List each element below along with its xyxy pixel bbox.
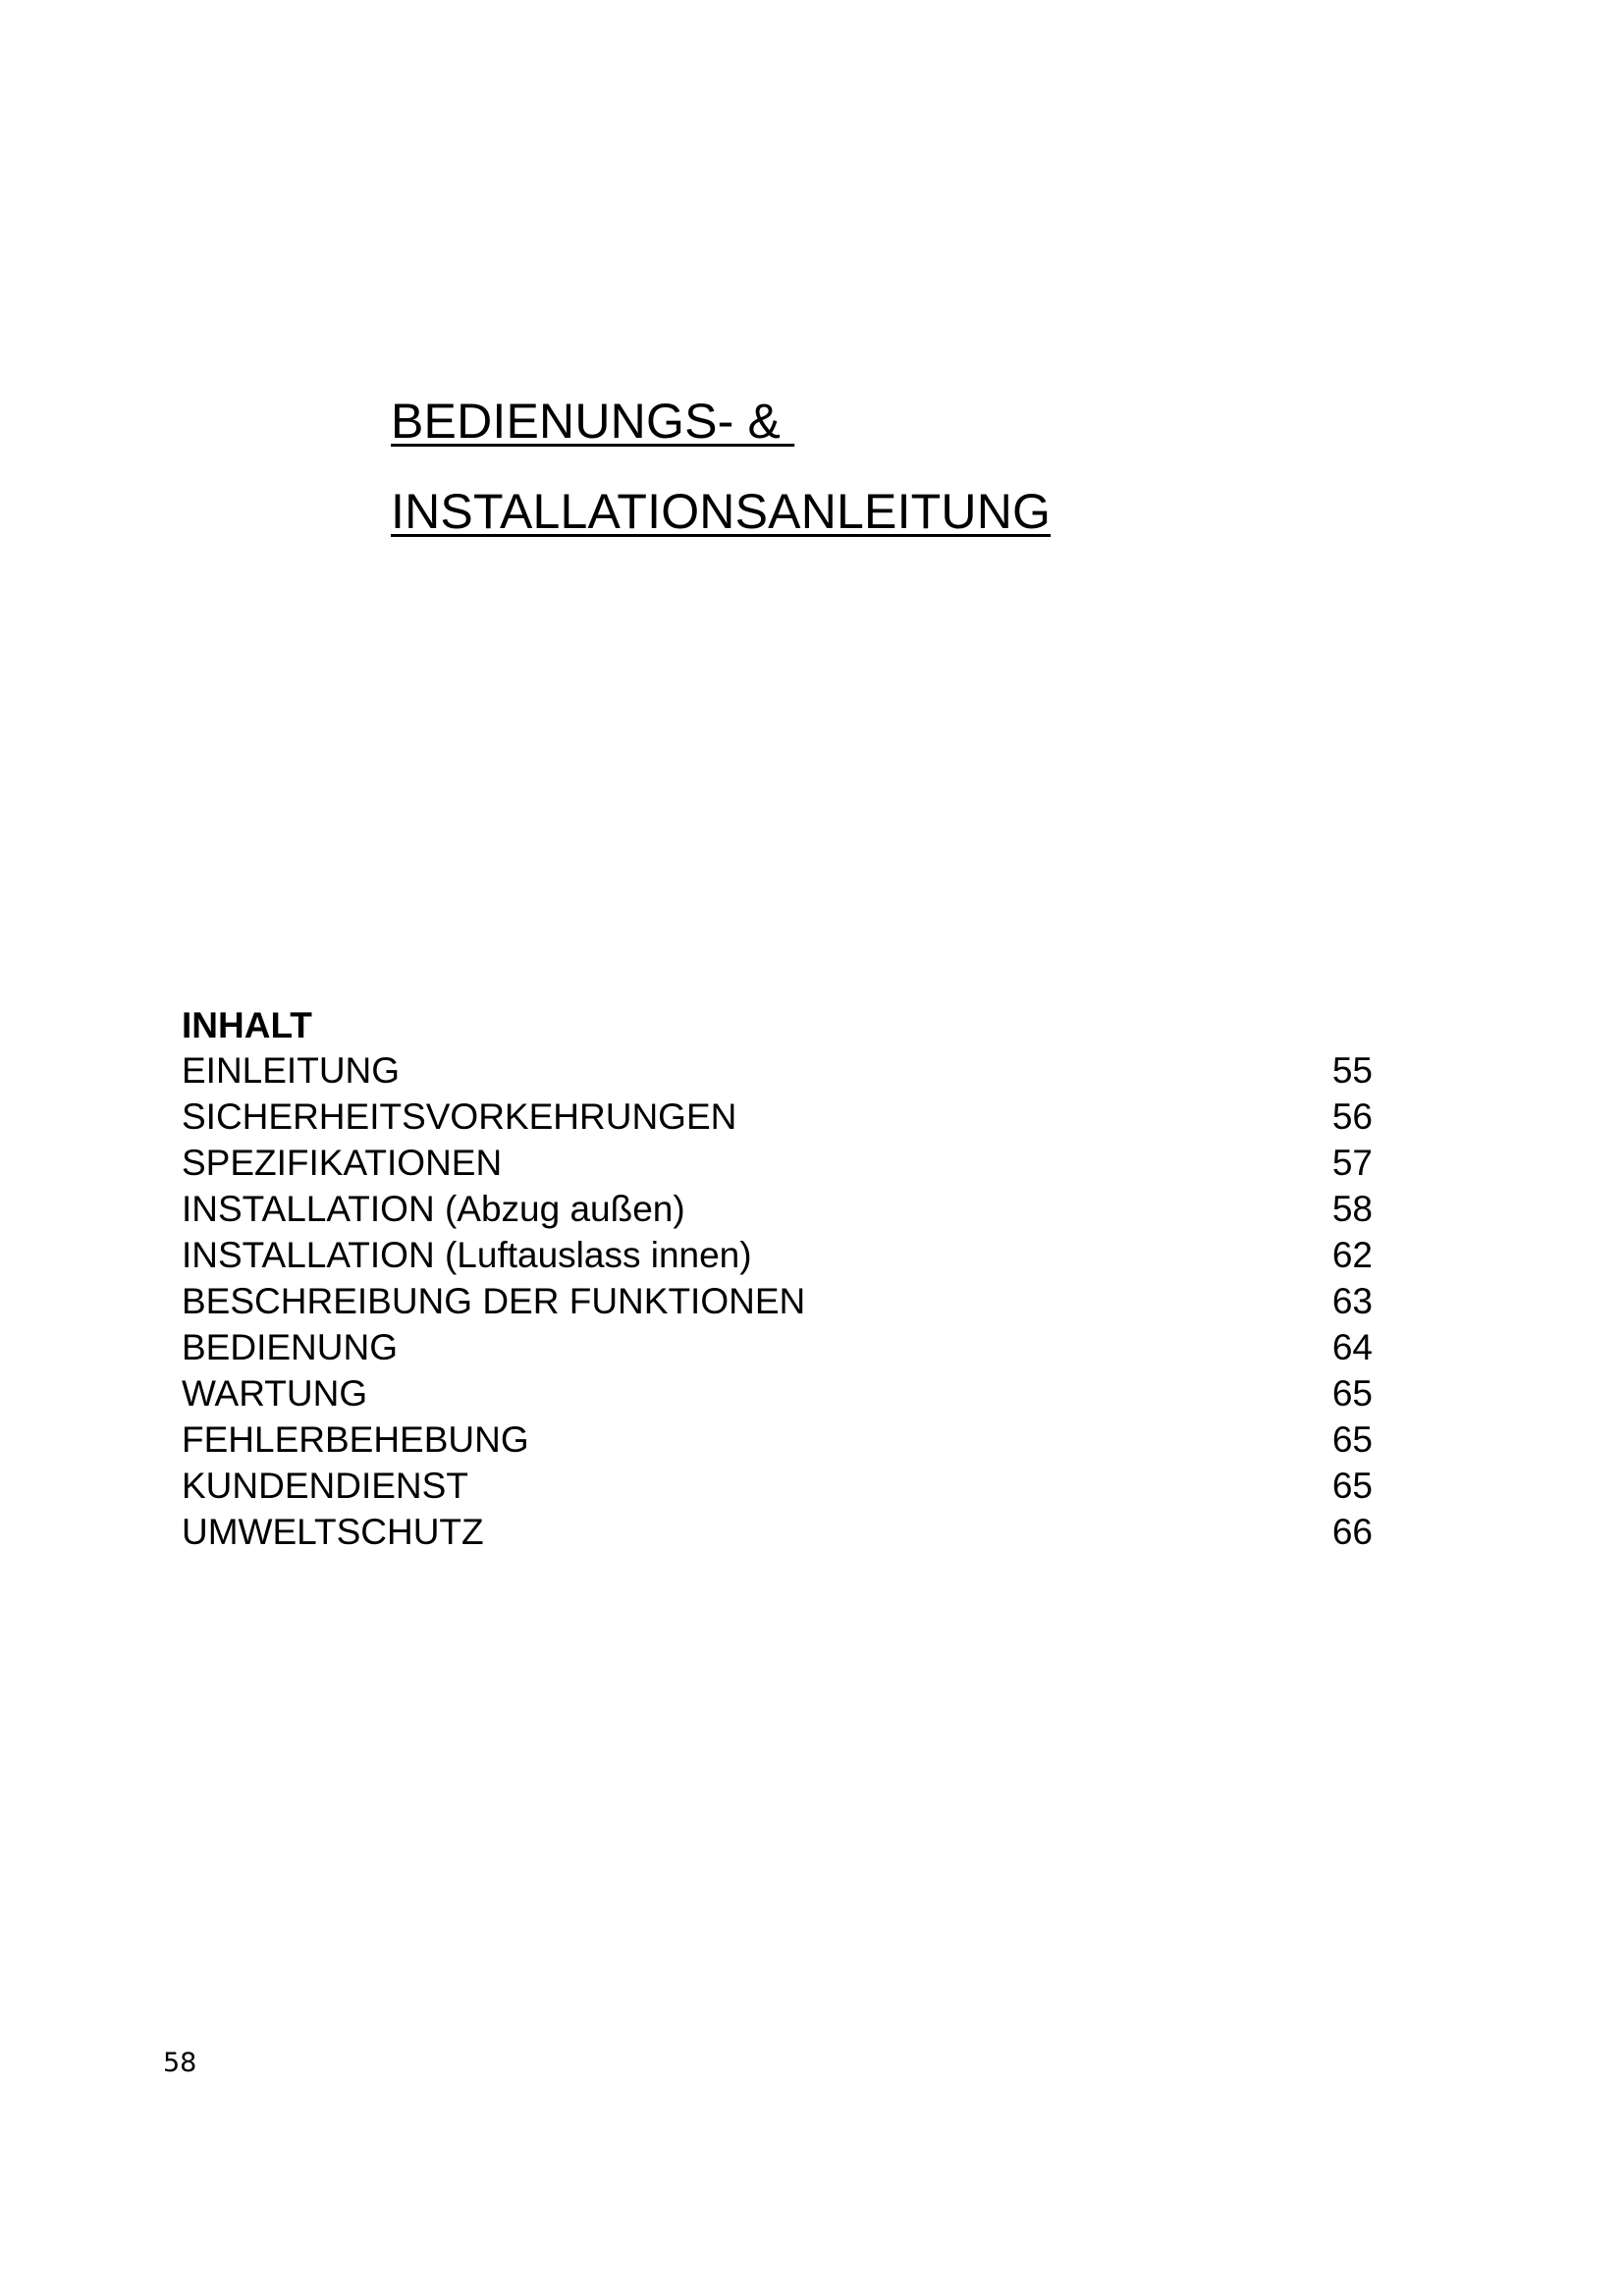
toc-entry-page: 65 <box>1331 1419 1373 1460</box>
toc-entry <box>182 1186 1373 1232</box>
toc-entry-label: EINLEITUNG <box>182 1050 401 1091</box>
toc-entry-label: SICHERHEITSVORKEHRUNGEN <box>182 1096 737 1137</box>
toc-entry-label: INSTALLATION (Luftauslass innen) <box>182 1235 752 1275</box>
toc-entry <box>182 1416 1373 1463</box>
toc-entry <box>182 1370 1373 1416</box>
toc-entry <box>182 1140 1373 1186</box>
toc-entry-page: 63 <box>1331 1281 1373 1321</box>
toc-heading: INHALT <box>182 1005 312 1045</box>
toc-entry-page: 56 <box>1331 1096 1373 1137</box>
toc-entry-label: SPEZIFIKATIONEN <box>182 1143 503 1183</box>
toc-entry-page: 57 <box>1331 1143 1373 1183</box>
toc-entry <box>182 1324 1373 1370</box>
toc-entry <box>182 1278 1373 1324</box>
toc-entry-page: 66 <box>1331 1512 1373 1552</box>
document-title <box>391 391 1051 571</box>
toc-entry-page: 58 <box>1331 1189 1373 1229</box>
toc-entry <box>182 1094 1373 1140</box>
toc-entry-label: INSTALLATION (Abzug außen) <box>182 1189 685 1229</box>
toc-entry-label: WARTUNG <box>182 1373 368 1414</box>
toc-entry-label: UMWELTSCHUTZ <box>182 1512 484 1552</box>
document-title-line-2: INSTALLATIONSANLEITUNG <box>391 484 1052 539</box>
page-number: 58 <box>163 2048 197 2078</box>
toc-entry-page: 55 <box>1331 1050 1373 1091</box>
toc-entry-page: 65 <box>1331 1466 1373 1506</box>
toc-entry <box>182 1463 1373 1509</box>
toc-entry-page: 65 <box>1331 1373 1373 1414</box>
table-of-contents <box>182 1006 1373 1555</box>
toc-entry-label: FEHLERBEHEBUNG <box>182 1419 529 1460</box>
toc-entry-label: BESCHREIBUNG DER FUNKTIONEN <box>182 1281 806 1321</box>
toc-entry <box>182 1509 1373 1555</box>
toc-entry <box>182 1232 1373 1278</box>
toc-entry-page: 64 <box>1331 1327 1373 1367</box>
toc-entry-label: KUNDENDIENST <box>182 1466 468 1506</box>
document-title-line-1: BEDIENUNGS- & <box>391 394 795 449</box>
toc-entry <box>182 1047 1373 1094</box>
toc-entry-label: BEDIENUNG <box>182 1327 398 1367</box>
toc-entry-page: 62 <box>1331 1235 1373 1275</box>
